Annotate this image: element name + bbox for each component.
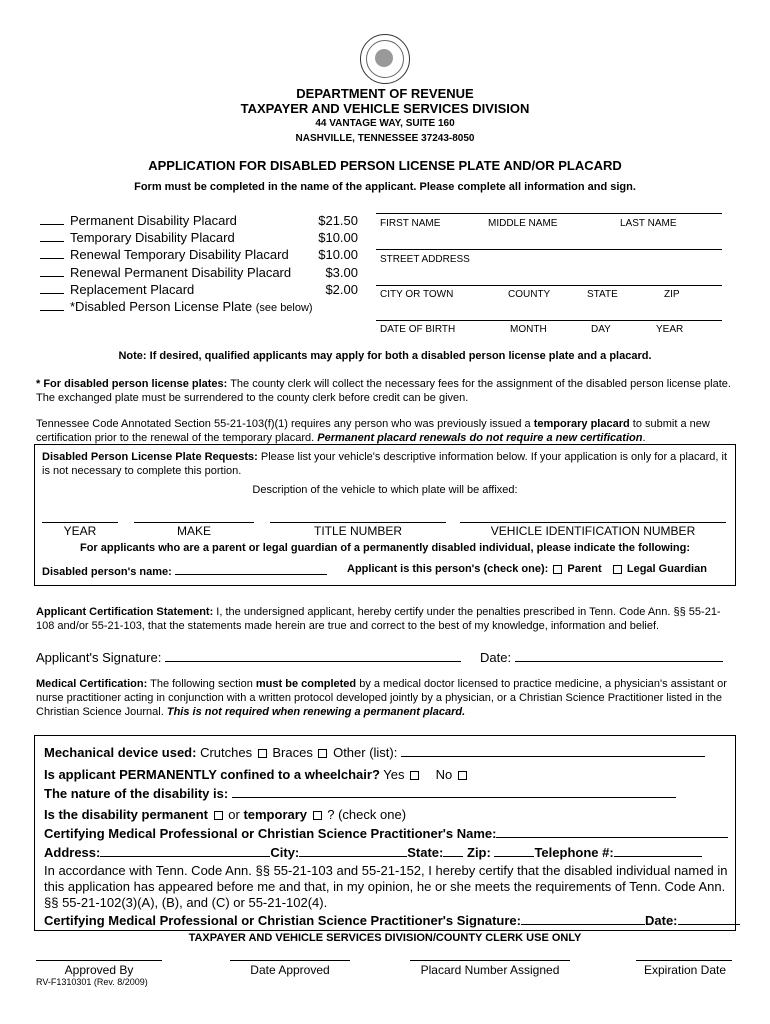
last-name-label: LAST NAME [620, 218, 677, 229]
city-line[interactable] [376, 285, 722, 286]
address-line-1: 44 VANTAGE WAY, SUITE 160 [315, 118, 455, 129]
applicant-date-field[interactable]: Date: [480, 650, 723, 665]
make-input-line[interactable] [134, 522, 254, 523]
title-number-col: TITLE NUMBER [313, 524, 402, 538]
year-input-line[interactable] [42, 522, 118, 523]
code-note: Tennessee Code Annotated Section 55-21-103(f)(1) requires any person who was previously issued a temporary placard to submit a new certification prior to the renewal of the temporary placard. Permanent placard renewals do not require a new certification. [36, 418, 710, 444]
approved-by-line[interactable] [36, 960, 162, 961]
mechanical-device-row: Mechanical device used: Crutches Braces Other (list): [44, 745, 705, 760]
nature-row: The nature of the disability is: [44, 786, 676, 801]
fee-item[interactable]: Temporary Disability Placard [40, 230, 235, 245]
accordance-text: In accordance with Tenn. Code Ann. §§ 55-21-103 and 55-21-152, I hereby certify that the disabled individual named in this application has appeared before me and that, in my opinion, he or she meets the requirements of Tenn. Code Ann. §§ 55-21-102(3)(A), (B), and (C) or 55-21-102(4). [44, 863, 728, 910]
fee-item[interactable]: Permanent Disability Placard [40, 213, 237, 228]
state-label: STATE [587, 289, 618, 300]
state-seal-icon [360, 34, 410, 84]
vin-input-line[interactable] [460, 522, 726, 523]
vehicle-desc-label: Description of the vehicle to which plate will be affixed: [252, 484, 518, 496]
cert-address-row[interactable]: Address: City: State: Zip: Telephone #: [44, 845, 702, 860]
street-line[interactable] [376, 249, 722, 250]
fee-amount: $10.00 [318, 230, 358, 245]
first-name-label: FIRST NAME [380, 218, 441, 229]
title-number-input-line[interactable] [270, 522, 446, 523]
year-label: YEAR [656, 324, 684, 335]
parent-checkbox[interactable] [553, 565, 562, 574]
wheelchair-row: Is applicant PERMANENTLY confined to a wheelchair? Yes No [44, 767, 469, 782]
expiration-line[interactable] [636, 960, 732, 961]
month-label: MONTH [510, 324, 547, 335]
temporary-checkbox[interactable] [313, 811, 322, 820]
permanent-checkbox[interactable] [214, 811, 223, 820]
zip-label: ZIP [664, 289, 680, 300]
fee-amount: $10.00 [318, 247, 358, 262]
legal-guardian-checkbox[interactable] [613, 565, 622, 574]
date-approved-line[interactable] [230, 960, 350, 961]
address-line-2: NASHVILLE, TENNESSEE 37243-8050 [295, 133, 475, 144]
fee-amount: $2.00 [325, 282, 358, 297]
fee-amount: $21.50 [318, 213, 358, 228]
county-label: COUNTY [508, 289, 551, 300]
fee-amount: $3.00 [325, 265, 358, 280]
applicant-certification: Applicant Certification Statement: I, the undersigned applicant, hereby certify under the penalties prescribed in Tenn. Code Ann. §§ 55-21-108 and/or 55-21-103, that the statements made herein are true and correct to the best of my knowledge, information and belief. [36, 606, 721, 632]
medical-cert-text: Medical Certification: The following section must be completed by a medical doctor licensed to practice medicine, a physician's assistant or nurse practitioner acting in conjunction with a written protocol developed jointly by a physician, or a Christian Science Practitioner listed in the Christian Science Journal. This is not required when renewing a permanent placard. [36, 678, 727, 718]
division-title: TAXPAYER AND VEHICLE SERVICES DIVISION [240, 101, 530, 116]
wheelchair-yes-checkbox[interactable] [410, 771, 419, 780]
dob-line[interactable] [376, 320, 722, 321]
day-label: DAY [591, 324, 611, 335]
fee-item[interactable]: *Disabled Person License Plate (see below) [40, 299, 313, 314]
form-title: APPLICATION FOR DISABLED PERSON LICENSE PLATE AND/OR PLACARD [148, 158, 622, 173]
relationship-row: Applicant is this person's (check one): Parent Legal Guardian [347, 563, 707, 575]
plates-note: * For disabled person license plates: The county clerk will collect the necessary fees for the assignment of the disabled person license plate. The exchanged plate must be surrendered to the county clerk before credit can be given. [36, 378, 731, 404]
office-use-title: TAXPAYER AND VEHICLE SERVICES DIVISION/COUNTY CLERK USE ONLY [188, 932, 582, 944]
city-label: CITY OR TOWN [380, 289, 454, 300]
year-col: YEAR [63, 524, 97, 538]
disabled-name-label: Disabled person's name: [42, 563, 327, 578]
cert-name-row[interactable]: Certifying Medical Professional or Christian Science Practitioner's Name: [44, 826, 728, 841]
make-col: MAKE [176, 524, 211, 538]
crutches-checkbox[interactable] [258, 749, 267, 758]
wheelchair-no-checkbox[interactable] [458, 771, 467, 780]
plate-request-text: Disabled Person License Plate Requests: Please list your vehicle's descriptive information below. If your application is only for a placard, it is not necessary to complete this portion. [42, 451, 728, 477]
expiration-label: Expiration Date [643, 963, 727, 977]
placard-number-label: Placard Number Assigned [420, 963, 560, 977]
middle-name-label: MIDDLE NAME [488, 218, 558, 229]
placard-number-line[interactable] [410, 960, 570, 961]
guardian-note: For applicants who are a parent or legal guardian of a permanently disabled individual, please indicate the following: [79, 542, 690, 554]
note-text: Note: If desired, qualified applicants may apply for both a disabled person license plate and a placard. [118, 350, 652, 362]
fee-item[interactable]: Renewal Temporary Disability Placard [40, 247, 289, 262]
cert-signature-row[interactable]: Certifying Medical Professional or Christian Science Practitioner's Signature: Date: [44, 913, 740, 928]
permanent-row: Is the disability permanent or temporary ? (check one) [44, 807, 407, 822]
dob-label: DATE OF BIRTH [380, 324, 456, 335]
street-label: STREET ADDRESS [380, 254, 470, 265]
name-line[interactable] [376, 213, 722, 214]
applicant-signature-field[interactable]: Applicant's Signature: [36, 650, 461, 665]
date-approved-label: Date Approved [250, 963, 330, 977]
approved-by-label: Approved By [64, 963, 134, 977]
dept-title: DEPARTMENT OF REVENUE [296, 86, 474, 101]
fee-item[interactable]: Renewal Permanent Disability Placard [40, 265, 291, 280]
braces-checkbox[interactable] [318, 749, 327, 758]
vin-col: VEHICLE IDENTIFICATION NUMBER [490, 524, 696, 538]
form-id: RV-F1310301 (Rev. 8/2009) [36, 977, 148, 987]
fee-item[interactable]: Replacement Placard [40, 282, 194, 297]
form-instructions: Form must be completed in the name of the applicant. Please complete all information and sign. [134, 181, 636, 193]
